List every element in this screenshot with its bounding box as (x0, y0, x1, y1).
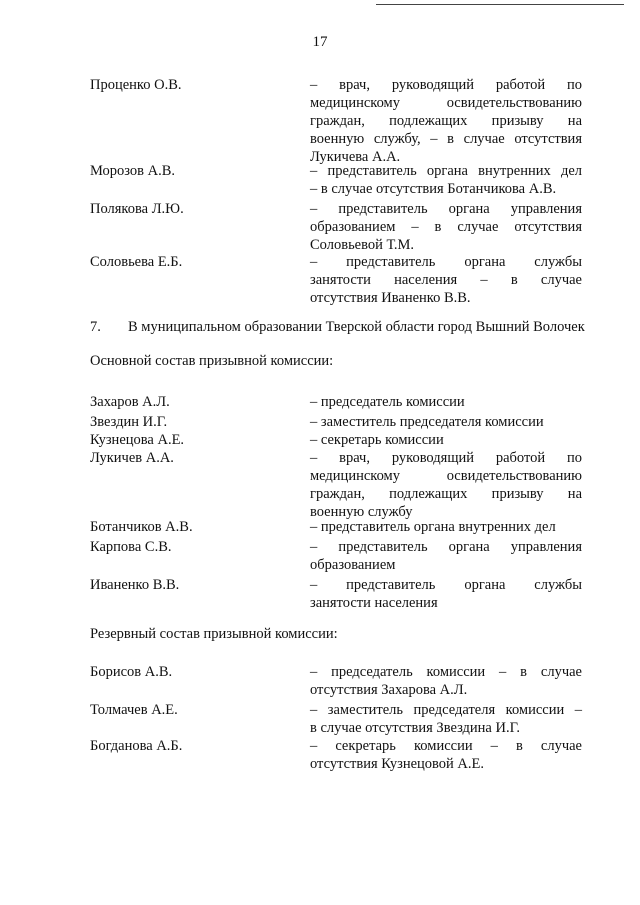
role-line: – представитель органа внутренних дел (310, 519, 556, 535)
role-line: отсутствия Захарова А.Л. (310, 682, 468, 698)
role-line: военную службу, – в случае отсутствия (310, 131, 582, 147)
role-line: – заместитель председателя комиссии – (310, 702, 582, 718)
role-line: – в случае отсутствия Ботанчикова А.В. (310, 181, 557, 197)
role-line: отсутствия Кузнецовой А.Е. (310, 756, 484, 772)
member-name: Проценко О.В. (90, 77, 182, 93)
role-line: граждан, подлежащих призыву на (310, 113, 582, 129)
member-role (310, 449, 582, 521)
member-name: Кузнецова А.Е. (90, 432, 185, 448)
page-number: 17 (312, 34, 328, 50)
member-name: Полякова Л.Ю. (90, 201, 184, 217)
member-name: Толмачев А.Е. (90, 702, 178, 718)
role-line: – секретарь комиссии – в случае (310, 738, 582, 754)
member-role (310, 737, 582, 773)
member-name: Морозов А.В. (90, 163, 176, 179)
role-line: – врач, руководящий работой по (310, 77, 582, 93)
member-name: Иваненко В.В. (90, 577, 180, 593)
role-line: медицинскому освидетельствованию (310, 95, 582, 111)
role-line: – секретарь комиссии (310, 432, 444, 448)
member-role (310, 518, 582, 536)
role-line: военную службу (310, 504, 413, 520)
top-rule (376, 4, 624, 5)
role-line: – представитель органа внутренних дел (310, 163, 582, 179)
member-name: Звездин И.Г. (90, 414, 168, 430)
role-line: – председатель комиссии – в случае (310, 664, 582, 680)
role-line: занятости населения – в случае (310, 272, 582, 288)
member-name: Ботанчиков А.В. (90, 519, 193, 535)
role-line: Лукичева А.А. (310, 149, 401, 165)
member-role (310, 76, 582, 166)
member-role (310, 413, 582, 431)
member-role (310, 701, 582, 737)
member-role (310, 393, 582, 411)
role-line: граждан, подлежащих призыву на (310, 486, 582, 502)
member-role (310, 663, 582, 699)
member-name: Захаров А.Л. (90, 394, 170, 410)
member-name: Лукичев А.А. (90, 450, 174, 466)
role-line: отсутствия Иваненко В.В. (310, 290, 471, 306)
member-name: Карпова С.В. (90, 539, 172, 555)
member-name: Соловьева Е.Б. (90, 254, 183, 270)
role-line: образованием (310, 557, 396, 573)
role-line: медицинскому освидетельствованию (310, 468, 582, 484)
role-line: в случае отсутствия Звездина И.Г. (310, 720, 520, 736)
role-line: Соловьевой Т.М. (310, 237, 415, 253)
role-line: – представитель органа управления (310, 539, 582, 555)
role-line: – председатель комиссии (310, 394, 465, 410)
member-role (310, 162, 582, 198)
role-line: – представитель органа службы (310, 254, 582, 270)
section-title: В муниципальном образовании Тверской области город Вышний Волочек (128, 319, 585, 335)
section-number: 7. (90, 319, 101, 335)
main-composition-heading: Основной состав призывной комиссии: (90, 353, 334, 369)
role-line: – врач, руководящий работой по (310, 450, 582, 466)
member-role (310, 538, 582, 574)
reserve-composition-heading: Резервный состав призывной комиссии: (90, 626, 338, 642)
member-role (310, 200, 582, 254)
role-line: образованием – в случае отсутствия (310, 219, 582, 235)
role-line: занятости населения (310, 595, 438, 611)
member-role (310, 431, 582, 449)
member-role (310, 253, 582, 307)
role-line: – заместитель председателя комиссии (310, 414, 544, 430)
member-name: Борисов А.В. (90, 664, 173, 680)
member-name: Богданова А.Б. (90, 738, 183, 754)
role-line: – представитель органа службы (310, 577, 582, 593)
member-role (310, 576, 582, 612)
role-line: – представитель органа управления (310, 201, 582, 217)
